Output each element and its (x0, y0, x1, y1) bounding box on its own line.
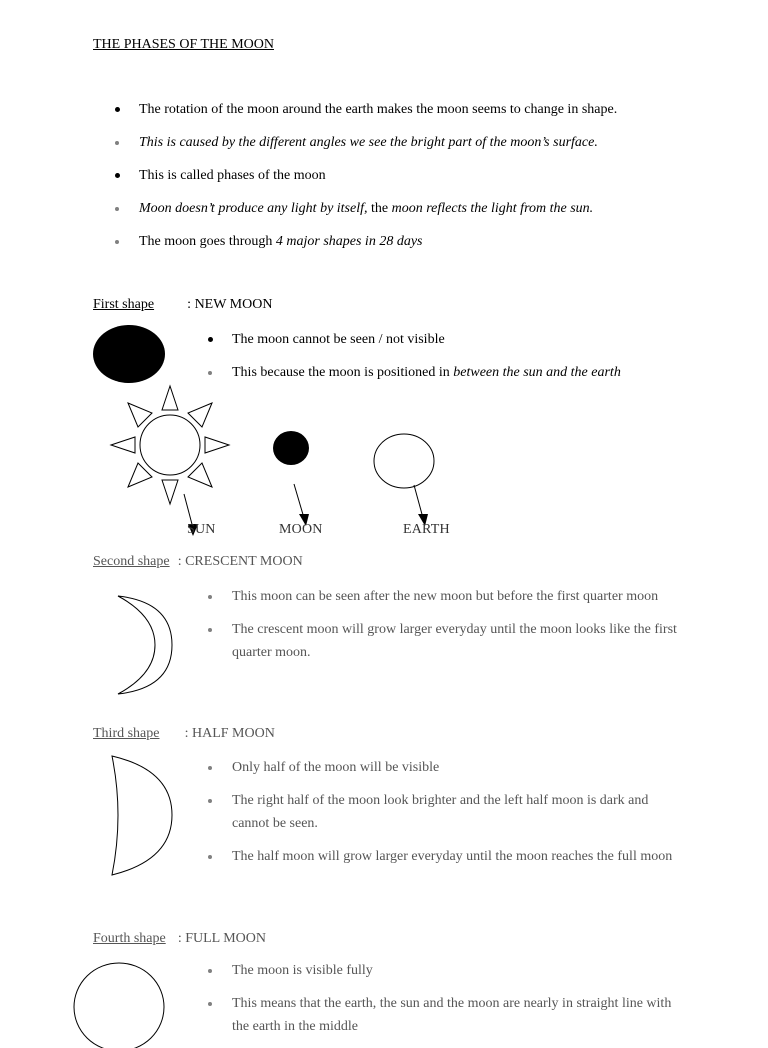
second-shape-bullet-list (186, 585, 686, 674)
bullet-item (93, 131, 693, 154)
bullet-item (93, 197, 693, 220)
third-shape-colon: : (184, 726, 189, 741)
earth-label: EARTH (403, 522, 450, 537)
moon-dot-icon (273, 431, 309, 465)
bullet-text: This because the moon is positioned in (232, 365, 454, 380)
bullet-text: The right half of the moon look brighter and the left half moon is dark and cannot be seen. (232, 793, 649, 831)
moon-label: MOON (279, 522, 323, 537)
bullet-dot-icon (115, 240, 119, 244)
new-moon-icon (92, 324, 166, 386)
earth-circle-icon (374, 434, 434, 488)
half-moon-icon (106, 754, 178, 878)
bullet-dot-icon (115, 141, 119, 145)
bullet-item (186, 959, 686, 982)
bullet-dot-icon (208, 766, 212, 770)
first-shape-label: First shape (93, 297, 155, 312)
bullet-item (186, 328, 686, 351)
sun-icon (111, 386, 229, 504)
bullet-text: This moon can be seen after the new moon but before the first quarter moon (232, 589, 659, 604)
bullet-dot-icon (208, 855, 212, 859)
third-shape-label: Third shape (93, 726, 160, 741)
bullet-text: Moon doesn’t produce any light by itself, (139, 201, 368, 216)
bullet-text: This is caused by the different angles we see the bright part of the moon’s surface. (139, 135, 598, 150)
fourth-shape-bullet-list (186, 959, 686, 1048)
bullet-text: The crescent moon will grow larger everyday until the moon looks like the first quarter moon. (232, 622, 677, 660)
bullet-text: This is called phases of the moon (139, 168, 326, 183)
bullet-item (186, 585, 686, 608)
earth-arrow (414, 485, 428, 526)
fourth-shape-heading (93, 931, 266, 947)
moon-arrow (294, 484, 309, 526)
fourth-shape-colon: : (177, 931, 182, 946)
bullet-dot-icon (208, 595, 212, 599)
second-shape-name: CRESCENT MOON (185, 554, 303, 569)
fourth-shape-name: FULL MOON (185, 931, 266, 946)
bullet-dot-icon (208, 799, 212, 803)
first-shape-name: NEW MOON (194, 297, 273, 312)
second-shape-colon: : (177, 554, 182, 569)
bullet-text: This means that the earth, the sun and the moon are nearly in straight line with the earth in the middle (232, 996, 672, 1034)
second-shape-heading (93, 554, 303, 570)
third-shape-heading (93, 726, 275, 742)
third-shape-name: HALF MOON (191, 726, 275, 741)
bullet-dot-icon (208, 969, 212, 973)
bullet-item (186, 845, 686, 868)
bullet-item (93, 98, 693, 121)
bullet-text: 4 major shapes in 28 days (275, 234, 423, 249)
third-shape-bullet-list (186, 756, 686, 878)
bullet-text: The moon goes through (139, 234, 276, 249)
fourth-shape-label: Fourth shape (93, 931, 166, 946)
first-shape-colon: : (187, 297, 192, 312)
sun-moon-earth-diagram (100, 380, 460, 540)
bullet-dot-icon (208, 1002, 212, 1006)
bullet-text: The rotation of the moon around the earth makes the moon seems to change in shape. (139, 102, 618, 117)
bullet-text: moon reflects the light from the sun. (391, 201, 594, 216)
bullet-dot-icon (115, 107, 120, 112)
bullet-item (186, 618, 686, 664)
bullet-text: The half moon will grow larger everyday until the moon reaches the full moon (232, 849, 673, 864)
second-shape-label: Second shape (93, 554, 170, 569)
bullet-dot-icon (115, 173, 120, 178)
page-title: THE PHASES OF THE MOON (93, 37, 274, 52)
bullet-dot-icon (208, 371, 212, 375)
bullet-text: the (367, 201, 392, 216)
crescent-moon-icon (110, 594, 180, 698)
bullet-item (93, 230, 693, 253)
bullet-item (186, 789, 686, 835)
bullet-dot-icon (208, 337, 213, 342)
bullet-item (93, 164, 693, 187)
bullet-text: The moon cannot be seen / not visible (232, 332, 445, 347)
bullet-text: Only half of the moon will be visible (232, 760, 440, 775)
bullet-text: between the sun and the earth (453, 365, 621, 380)
bullet-dot-icon (208, 628, 212, 632)
intro-bullet-list (93, 98, 693, 263)
bullet-item (186, 756, 686, 779)
bullet-text: The moon is visible fully (232, 963, 373, 978)
bullet-dot-icon (115, 207, 119, 211)
bullet-item (186, 992, 686, 1038)
first-shape-heading (93, 297, 272, 313)
sun-label: SUN (187, 522, 216, 537)
full-moon-icon (72, 961, 168, 1025)
